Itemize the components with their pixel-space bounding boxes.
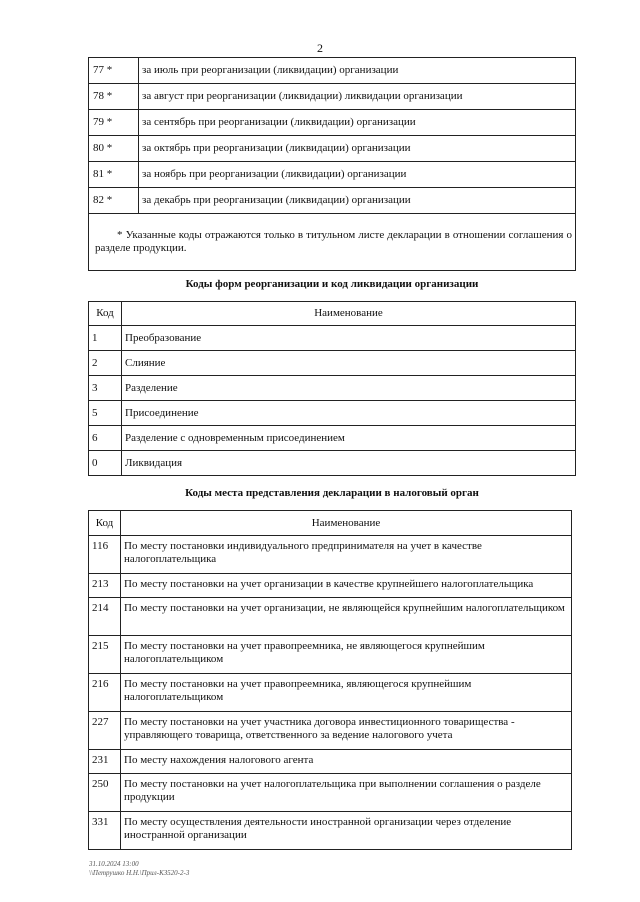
- document-footer: [89, 860, 189, 878]
- code-cell: 82 *: [89, 188, 139, 214]
- name-cell: Преобразование: [122, 326, 576, 351]
- code-cell: 216: [89, 674, 121, 712]
- place-codes-table: [88, 510, 572, 850]
- name-cell: за июль при реорганизации (ликвидации) организации: [139, 58, 576, 84]
- table-row: [89, 774, 572, 812]
- footer-file-path: \\Петрушко Н.Н.\Прил-КЗ520-2-3: [89, 869, 190, 877]
- table-row: [89, 401, 576, 426]
- reorg-codes-table: [88, 301, 576, 476]
- name-cell: По месту постановки на учет правопреемника, не являющегося крупнейшим налогоплательщиком: [121, 636, 572, 674]
- table-row: [89, 188, 576, 214]
- code-cell: 215: [89, 636, 121, 674]
- table-row: [89, 351, 576, 376]
- code-cell: 1: [89, 326, 122, 351]
- table-row: [89, 162, 576, 188]
- table-row: [89, 58, 576, 84]
- table-row: [89, 376, 576, 401]
- code-cell: 231: [89, 750, 121, 774]
- table-row: [89, 536, 572, 574]
- page-number: 2: [317, 41, 323, 55]
- code-cell: 6: [89, 426, 122, 451]
- name-cell: за сентябрь при реорганизации (ликвидации) организации: [139, 110, 576, 136]
- name-cell: По месту постановки индивидуального предпринимателя на учет в качестве налогоплательщика: [121, 536, 572, 574]
- name-cell: за декабрь при реорганизации (ликвидации) организации: [139, 188, 576, 214]
- code-cell: 214: [89, 598, 121, 636]
- code-cell: 331: [89, 812, 121, 850]
- name-cell: за ноябрь при реорганизации (ликвидации) организации: [139, 162, 576, 188]
- name-cell: Слияние: [122, 351, 576, 376]
- table-row: [89, 426, 576, 451]
- name-cell: за октябрь при реорганизации (ликвидации) организации: [139, 136, 576, 162]
- table-row: [89, 812, 572, 850]
- table-header-row: [89, 302, 576, 326]
- footer-timestamp: 31.10.2024 13:00: [89, 860, 139, 868]
- column-header-code: Код: [89, 302, 122, 326]
- code-cell: 79 *: [89, 110, 139, 136]
- name-cell: за август при реорганизации (ликвидации) ликвидации организации: [139, 84, 576, 110]
- code-cell: 80 *: [89, 136, 139, 162]
- name-cell: Присоединение: [122, 401, 576, 426]
- name-cell: По месту нахождения налогового агента: [121, 750, 572, 774]
- table-row: [89, 84, 576, 110]
- code-cell: 3: [89, 376, 122, 401]
- code-cell: 5: [89, 401, 122, 426]
- table-row: [89, 326, 576, 351]
- table-row: [89, 136, 576, 162]
- reorg-section-title: Коды форм реорганизации и код ликвидации организации: [185, 278, 479, 290]
- note-row: [89, 214, 576, 271]
- name-cell: Разделение с одновременным присоединением: [122, 426, 576, 451]
- table-row: [89, 574, 572, 598]
- name-cell: По месту постановки на учет организации, не являющейся крупнейшим налогоплательщиком: [121, 598, 572, 636]
- table-row: [89, 674, 572, 712]
- name-cell: По месту постановки на учет организации в качестве крупнейшего налогоплательщика: [121, 574, 572, 598]
- code-cell: 227: [89, 712, 121, 750]
- name-cell: По месту постановки на учет правопреемника, являющегося крупнейшим налогоплательщиком: [121, 674, 572, 712]
- column-header-code: Код: [89, 511, 121, 536]
- name-cell: По месту осуществления деятельности иностранной организации через отделение иностранной организации: [121, 812, 572, 850]
- footnote-cell: [89, 214, 576, 271]
- column-header-name: Наименование: [122, 302, 576, 326]
- table-row: [89, 598, 572, 636]
- code-cell: 81 *: [89, 162, 139, 188]
- name-cell: По месту постановки на учет налогоплательщика при выполнении соглашения о разделе продукции: [121, 774, 572, 812]
- code-cell: 0: [89, 451, 122, 476]
- table-row: [89, 110, 576, 136]
- table-row: [89, 636, 572, 674]
- name-cell: Ликвидация: [122, 451, 576, 476]
- place-section-title: Коды места представления декларации в налоговый орган: [185, 487, 479, 499]
- code-cell: 213: [89, 574, 121, 598]
- table-header-row: [89, 511, 572, 536]
- table-row: [89, 451, 576, 476]
- code-cell: 78 *: [89, 84, 139, 110]
- table-row: [89, 712, 572, 750]
- code-cell: 77 *: [89, 58, 139, 84]
- table-row: [89, 750, 572, 774]
- period-codes-table: [88, 57, 576, 271]
- column-header-name: Наименование: [121, 511, 572, 536]
- name-cell: Разделение: [122, 376, 576, 401]
- footnote-text: * Указанные коды отражаются только в титульном листе декларации в отношении соглашения о разделе продукции.: [95, 229, 572, 254]
- code-cell: 250: [89, 774, 121, 812]
- name-cell: По месту постановки на учет участника договора инвестиционного товарищества - управляющего товарища, ответственного за ведение налогового учета: [121, 712, 572, 750]
- code-cell: 2: [89, 351, 122, 376]
- code-cell: 116: [89, 536, 121, 574]
